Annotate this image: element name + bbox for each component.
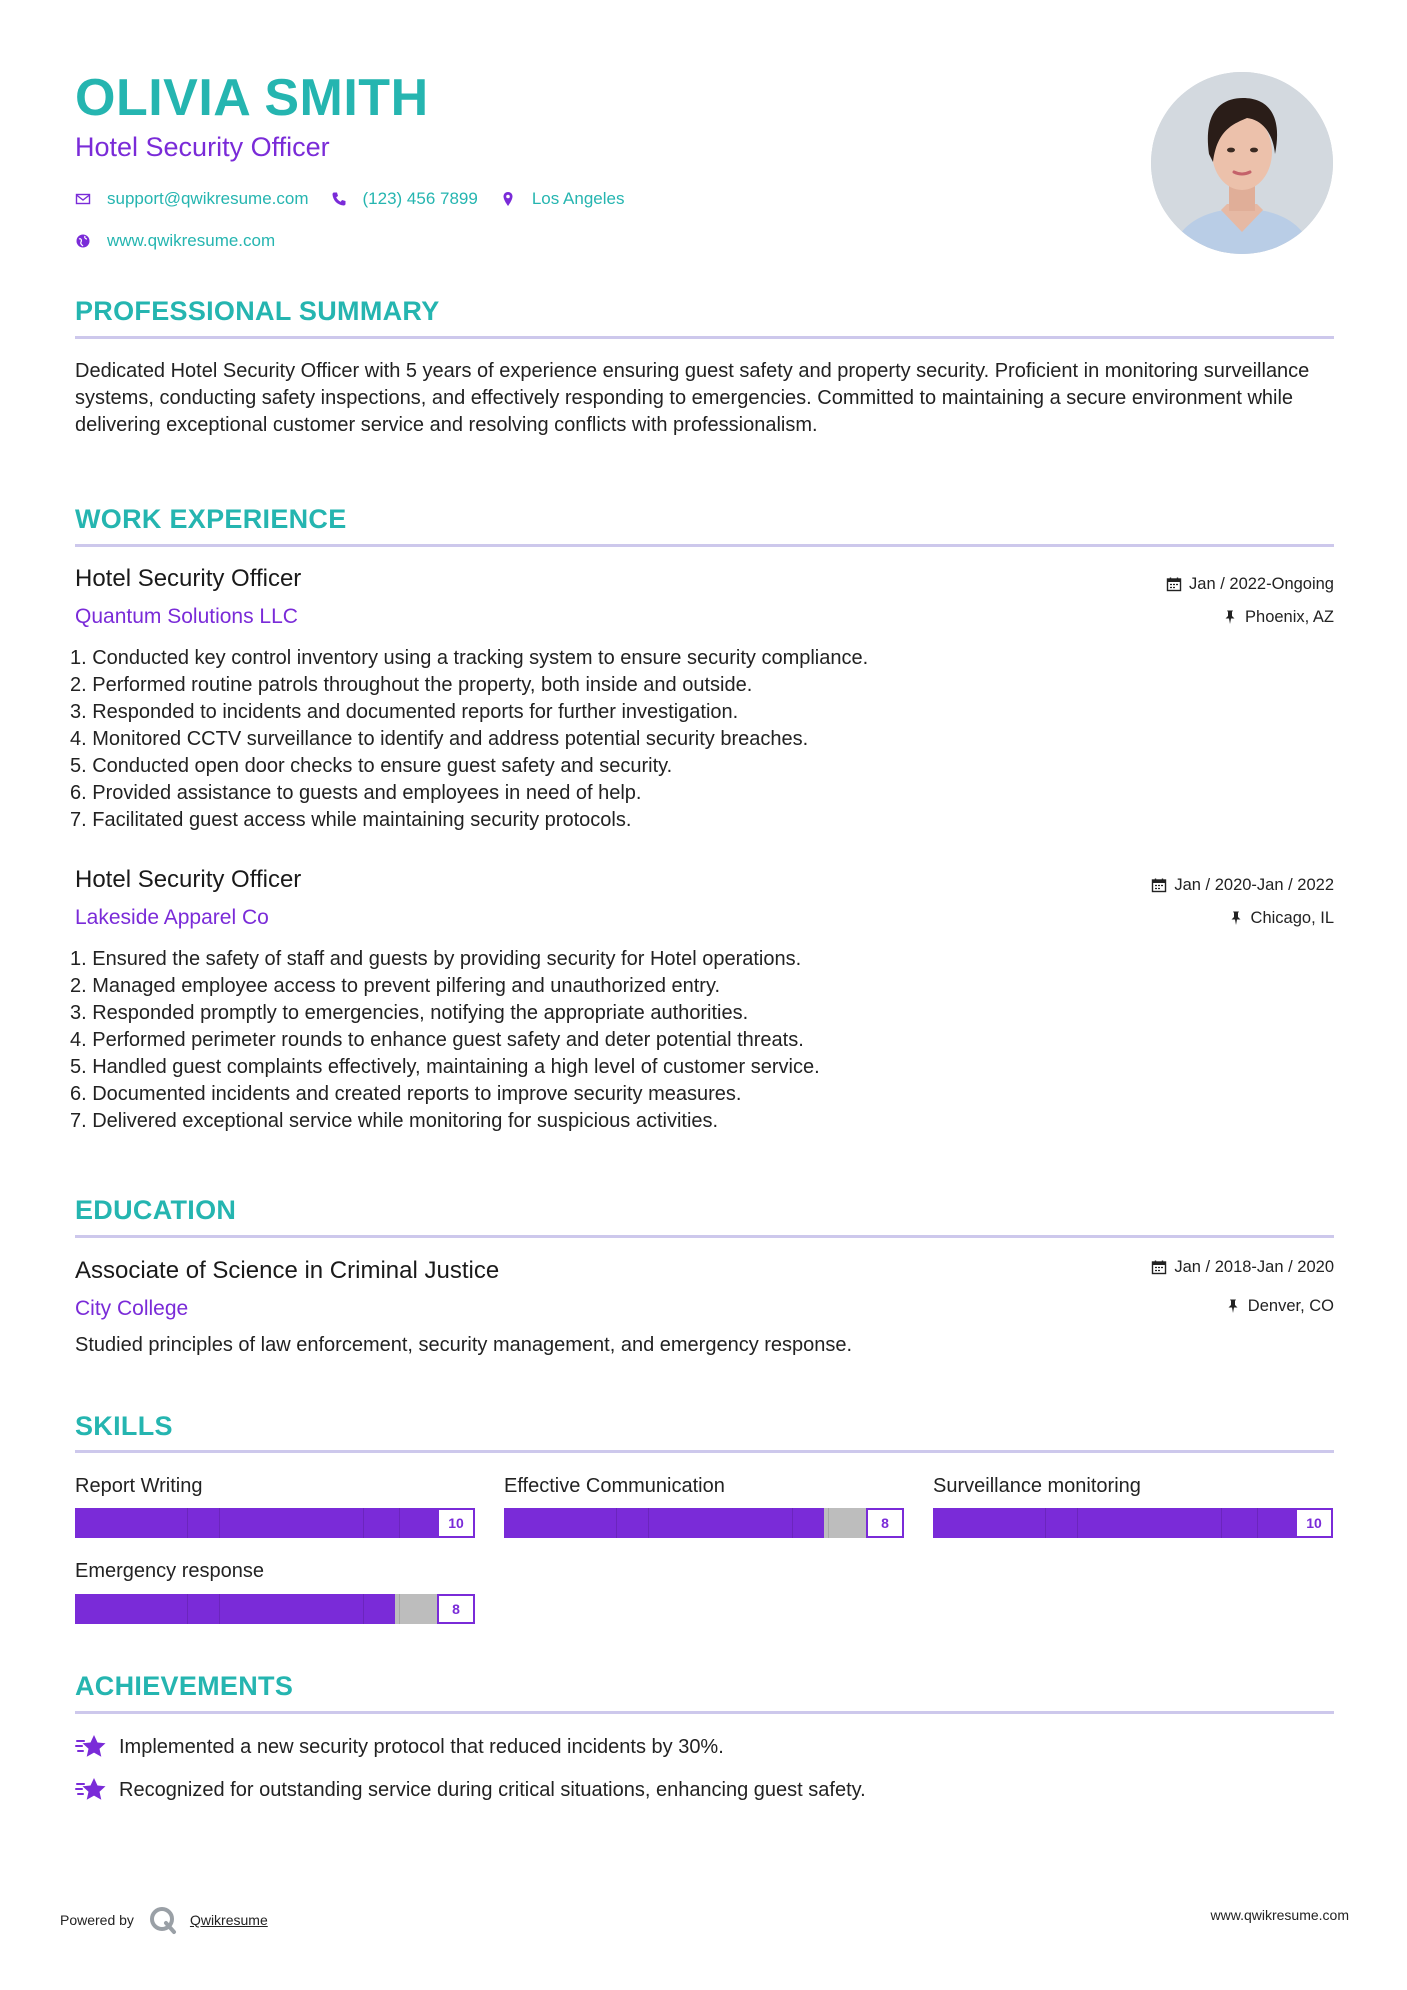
skill-bar-segment [1045,1508,1046,1538]
list-item: 4. Performed perimeter rounds to enhance guest safety and deter potential threats. [70,1029,804,1051]
section-title-education: EDUCATION [75,1195,237,1225]
skill-name: Surveillance monitoring [933,1475,1141,1497]
skill-name: Report Writing [75,1475,203,1497]
contact-phone[interactable] [331,189,478,209]
education-location-text: Denver, CO [1247,1297,1334,1315]
skill-bar [75,1508,475,1538]
job-bullets [70,645,868,834]
star-icon [75,1733,107,1761]
phone-icon [331,191,347,207]
list-item: 1. Conducted key control inventory using a tracking system to ensure security compliance. [70,647,869,669]
list-item: 2. Managed employee access to prevent pilfering and unauthorized entry. [70,975,721,997]
website-text: www.qwikresume.com [107,231,276,250]
powered-by-label: Powered by [60,1912,134,1928]
job-dates [1166,576,1334,593]
section-divider [75,544,1334,547]
job-location-text: Chicago, IL [1250,909,1334,927]
list-item: 3. Responded to incidents and documented reports for further investigation. [70,701,739,723]
skill-bar-segment [187,1594,188,1624]
skill-bar-segment [187,1508,188,1538]
footer-powered-by [60,1905,268,1935]
list-item: 7. Facilitated guest access while maintaining security protocols. [70,809,632,831]
education-dates [1151,1259,1334,1276]
contact-info [75,186,646,270]
footer-url[interactable]: www.qwikresume.com [1210,1907,1349,1923]
skill-bar-fill [933,1508,1333,1538]
skill-bar-segment [792,1508,793,1538]
section-divider [75,336,1334,339]
envelope-icon [75,191,91,207]
list-item: 6. Documented incidents and created reports to improve security measures. [70,1083,742,1105]
skill-name: Emergency response [75,1560,264,1582]
skill-name: Effective Communication [504,1475,725,1497]
calendar-icon [1166,576,1182,592]
section-divider [75,1711,1334,1714]
section-title-skills: SKILLS [75,1411,173,1441]
section-divider [75,1235,1334,1238]
job-company: Quantum Solutions LLC [75,605,298,628]
footer-brand-link[interactable]: Qwikresume [189,1912,268,1928]
skill-level-badge: 10 [437,1508,475,1538]
phone-text: (123) 456 7899 [362,189,478,208]
list-item: 7. Delivered exceptional service while monitoring for suspicious activities. [70,1110,719,1132]
skill-bar-fill [75,1508,475,1538]
pushpin-icon [1228,910,1244,926]
skill-level-badge: 8 [866,1508,904,1538]
section-title-summary: PROFESSIONAL SUMMARY [75,296,440,326]
profile-photo-illustration [1151,72,1333,254]
job-title: Hotel Security Officer [75,565,302,592]
profile-photo [1151,72,1333,254]
skill-bar [75,1594,475,1624]
email-text: support@qwikresume.com [107,189,309,208]
achievement-item [75,1776,866,1804]
contact-email[interactable] [75,189,309,209]
skill-bar-segment [648,1508,649,1538]
candidate-title: Hotel Security Officer [75,132,330,162]
education-location [1225,1298,1334,1315]
skill-bar-segment [399,1594,400,1624]
job-company: Lakeside Apparel Co [75,906,269,929]
skill-bar-segment [1257,1508,1258,1538]
list-item: 1. Ensured the safety of staff and guests by providing security for Hotel operations. [70,948,802,970]
list-item: 5. Handled guest complaints effectively, maintaining a high level of customer service. [70,1056,820,1078]
job-location [1228,910,1334,927]
summary-text: Dedicated Hotel Security Officer with 5 years of experience ensuring guest safety and property security. Proficient in monitoring surveillance systems, conducting safety inspections, and effectively responding to emergencies. Committed to maintaining a secure environment while delivering exceptional customer service and resolving conflicts with professionalism. [75,360,1310,436]
skill-level-badge: 10 [1295,1508,1333,1538]
achievement-text: Implemented a new security protocol that reduced incidents by 30%. [119,1735,724,1758]
list-item: 2. Performed routine patrols throughout the property, both inside and outside. [70,674,753,696]
qwikresume-logo-icon [148,1905,178,1935]
globe-icon [75,233,91,249]
skill-bar-segment [219,1508,220,1538]
achievement-item [75,1733,724,1761]
job-dates-text: Jan / 2020-Jan / 2022 [1174,876,1334,894]
skill-level-badge: 8 [437,1594,475,1624]
education-dates-text: Jan / 2018-Jan / 2020 [1174,1258,1334,1276]
section-title-experience: WORK EXPERIENCE [75,504,347,534]
job-title: Hotel Security Officer [75,866,302,893]
education-school: City College [75,1297,189,1320]
map-pin-icon [500,191,516,207]
section-divider [75,1450,1334,1453]
education-degree: Associate of Science in Criminal Justice [75,1257,500,1284]
skill-bar [933,1508,1333,1538]
location-text: Los Angeles [531,189,625,208]
skill-bar-segment [363,1508,364,1538]
achievement-text: Recognized for outstanding service during critical situations, enhancing guest safety. [119,1778,866,1801]
calendar-icon [1151,1259,1167,1275]
list-item: 5. Conducted open door checks to ensure guest safety and security. [70,755,673,777]
skill-bar-segment [1221,1508,1222,1538]
pushpin-icon [1225,1298,1241,1314]
job-location-text: Phoenix, AZ [1245,608,1334,626]
job-dates-text: Jan / 2022-Ongoing [1189,575,1334,593]
list-item: 4. Monitored CCTV surveillance to identify and address potential security breaches. [70,728,809,750]
skill-bar-segment [219,1594,220,1624]
job-dates [1151,877,1334,894]
skill-bar-fill [75,1594,395,1624]
job-location [1222,609,1334,626]
section-title-achievements: ACHIEVEMENTS [75,1671,294,1701]
skill-bar-segment [363,1594,364,1624]
candidate-name: OLIVIA SMITH [75,69,429,127]
list-item: 6. Provided assistance to guests and employees in need of help. [70,782,642,804]
list-item: 3. Responded promptly to emergencies, notifying the appropriate authorities. [70,1002,749,1024]
skill-bar [504,1508,904,1538]
star-icon [75,1776,107,1804]
skill-bar-segment [1077,1508,1078,1538]
calendar-icon [1151,877,1167,893]
job-bullets [70,946,820,1135]
education-description: Studied principles of law enforcement, security management, and emergency response. [75,1334,853,1356]
skill-bar-segment [616,1508,617,1538]
skill-bar-fill [504,1508,824,1538]
pushpin-icon [1222,609,1238,625]
contact-website[interactable] [75,231,275,251]
skill-bar-segment [399,1508,400,1538]
contact-location [500,189,625,209]
skill-bar-segment [828,1508,829,1538]
